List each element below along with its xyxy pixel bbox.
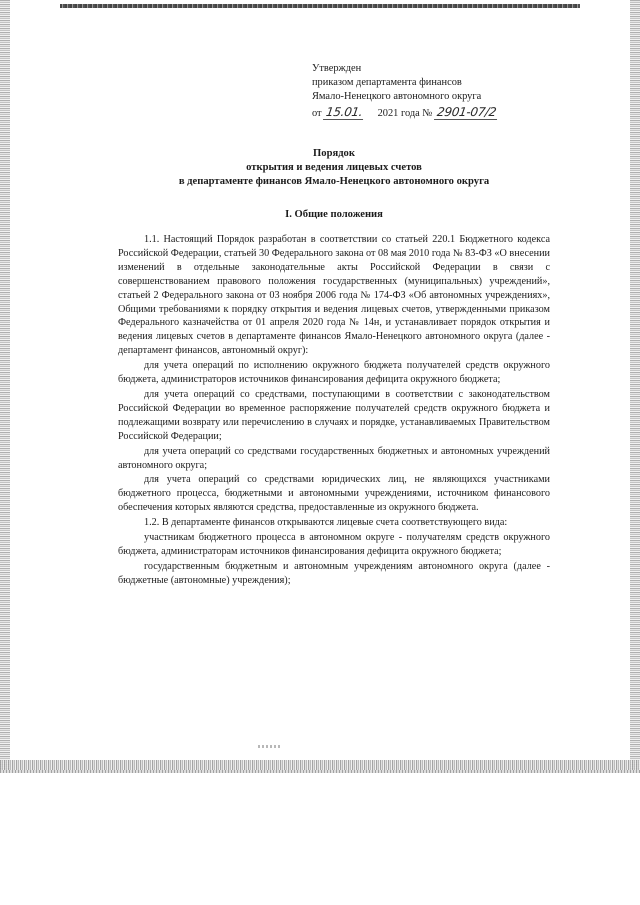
section-heading: I. Общие положения: [285, 209, 383, 220]
handwritten-number: 2901-07/2: [434, 105, 499, 120]
handwritten-date: 15.01.: [323, 105, 366, 120]
approval-line-2: приказом департамента финансов: [312, 77, 462, 89]
scan-edge-right: [630, 0, 640, 770]
document-title: [118, 147, 550, 189]
title-line-1: Порядок: [313, 148, 355, 159]
scan-edge-bottom-line: [0, 770, 640, 773]
title-line-2: открытия и ведения лицевых счетов: [246, 162, 422, 173]
document-body: [118, 233, 550, 588]
approval-year: 2021 года №: [377, 107, 433, 119]
title-line-3: в департаменте финансов Ямало-Ненецкого автономного округа: [178, 176, 490, 187]
paragraph: 1.1. Настоящий Порядок разработан в соответствии со статьей 220.1 Бюджетного кодекса Российской Федерации, статьей 30 Федерального закона от 08 мая 2010 года № 83-ФЗ «О внесении изменений в отдельные законодательные акты Российской Федерации в связи с совершенствованием правового положения государственных (муниципальных) учреждений», статьей 2 Федерального закона от 03 ноября 2006 года № 174-ФЗ «Об автономных учреждениях», Общими требованиями к порядку открытия и ведения лицевых счетов, утвержденными приказом Федерального казначейства от 01 апреля 2020 года № 14н, и устанавливает порядок открытия и ведения лицевых счетов в департаменте финансов Ямало-Ненецкого автономного округа (далее - департамент финансов, автономный округ):: [118, 234, 550, 357]
approval-line-4: [312, 105, 542, 121]
paragraph: 1.2. В департаменте финансов открываются лицевые счета соответствующего вида:: [144, 517, 508, 529]
approval-line-1: Утвержден: [312, 63, 362, 74]
approval-block: [312, 62, 542, 121]
scan-smudge: [258, 745, 282, 748]
paragraph: для учета операций со средствами государственных бюджетных и автономных учреждений автономного округа;: [118, 445, 550, 471]
paragraph: для учета операций по исполнению окружного бюджета получателей средств окружного бюджета, администраторов источников финансирования дефицита окружного бюджета;: [118, 360, 550, 386]
scan-edge-left: [0, 0, 10, 770]
paragraph: участникам бюджетного процесса в автономном округе - получателям средств окружного бюджета, администраторам источников финансирования дефицита окружного бюджета;: [118, 532, 550, 557]
paragraph: для учета операций со средствами, поступающими в соответствии с законодательством Российской Федерации во временное распоряжение получателей средств окружного бюджета и подлежащими возврату или перечислению в случаях и порядке, устанавливаемых Правительством Российской Федерации;: [118, 388, 550, 442]
approval-line-3: Ямало-Ненецкого автономного округа: [312, 91, 482, 103]
scan-edge-top: [60, 4, 580, 8]
paragraph: для учета операций со средствами юридических лиц, не являющихся участниками бюджетного процесса, бюджетными и автономными учреждениями, источником финансового обеспечения которых являются средства, предоставленные из окружного бюджета.: [118, 474, 550, 514]
paragraph: государственным бюджетным и автономным учреждениям автономного округа (далее - бюджетные (автономные) учреждения);: [118, 560, 550, 586]
scan-edge-bottom: [0, 760, 640, 770]
approval-prefix: от: [312, 107, 322, 119]
